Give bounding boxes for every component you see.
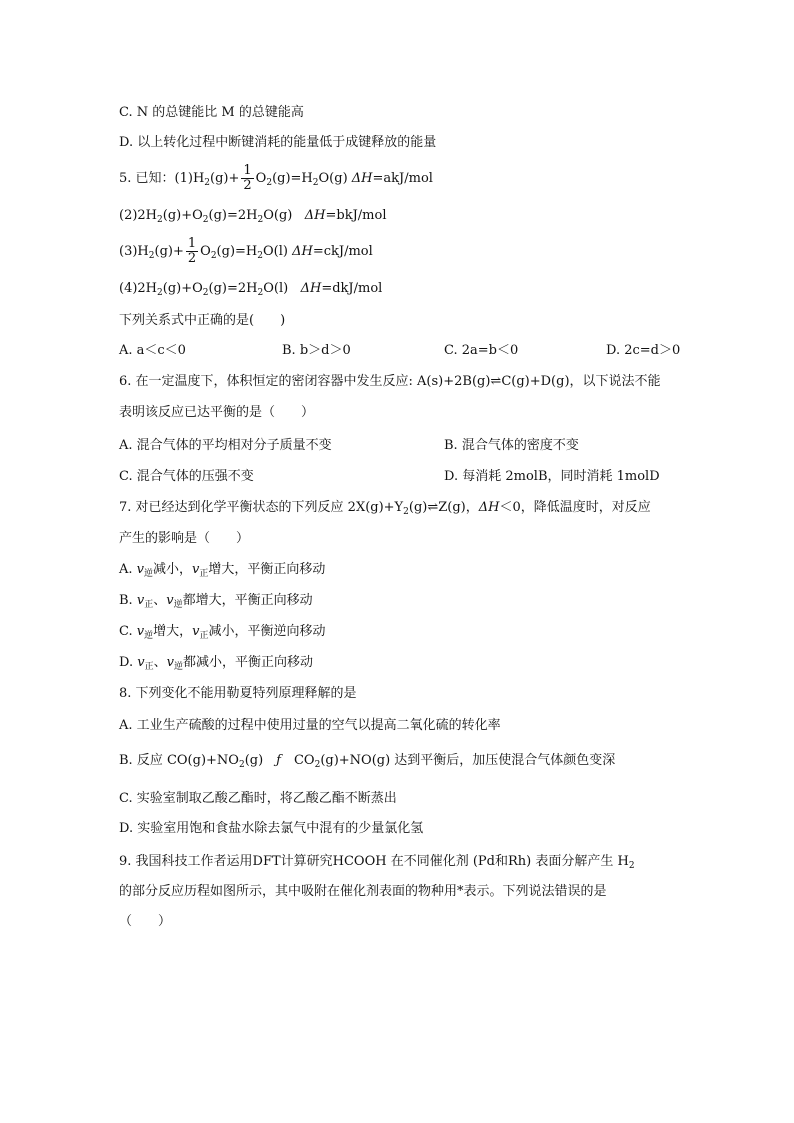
q5-equation-3: $(3)H_2(g)+$ $\frac{1}{2}$ $O_2(g)=H_2O(l)$ ΔH=ckJ/mol <box>119 236 373 266</box>
q5-option-c: C. 2a=b＜0 <box>444 343 519 358</box>
q7-option-a: A. $v_逆$减小，$v_正$增大，平衡正向移动 <box>119 562 326 579</box>
fraction-half: $\frac{1}{2}$ <box>187 236 197 266</box>
q4-option-c: C. N 的总键能比 M 的总键能高 <box>119 105 304 120</box>
q8-option-a: A. 工业生产硫酸的过程中使用过量的空气以提高二氧化硫的转化率 <box>119 718 501 733</box>
q5-equation-4: $(4)2H_2(g)+O_2(g)=2H_2O(l)$ ΔH=dkJ/mol <box>119 281 383 298</box>
q5-stem: 下列关系式中正确的是( ) <box>119 313 286 328</box>
q6-option-a: A. 混合气体的平均相对分子质量不变 <box>119 438 332 453</box>
q8-option-c: C. 实验室制取乙酸乙酯时，将乙酸乙酯不断蒸出 <box>119 791 397 806</box>
fraction-half: $\frac{1}{2}$ <box>243 163 252 193</box>
q5-option-d: D. 2c=d＞0 <box>606 343 681 358</box>
q5-option-a: A. a＜c＜0 <box>119 343 186 358</box>
q8-option-d: D. 实验室用饱和食盐水除去氯气中混有的少量氯化氢 <box>119 821 424 836</box>
q7-option-b: B. $v_正$、$v_逆$都增大，平衡正向移动 <box>119 593 313 610</box>
q8-option-b: B. 反应 $CO(g)+NO_2(g)$ ƒ $CO_2(g)+NO(g)$ 达到平衡后，加压使混合气体颜色变深 <box>119 753 616 770</box>
q9-stem-line-2: 的部分反应历程如图所示，其中吸附在催化剂表面的物种用*表示。下列说法错误的是 <box>119 884 607 899</box>
q7-stem-line-2: 产生的影响是（ ） <box>119 531 250 546</box>
q9-stem-line-3: （ ） <box>119 914 172 929</box>
q6-option-d: D. 每消耗 2molB，同时消耗 1molD <box>444 469 660 484</box>
q5-equation-2: $(2)2H_2(g)+O_2(g)=2H_2O(g)$ ΔH=bkJ/mol <box>119 208 387 225</box>
q7-option-c: C. $v_逆$增大，$v_正$减小，平衡逆向移动 <box>119 624 326 641</box>
q8-stem: 8. 下列变化不能用勒夏特列原理释解的是 <box>119 686 357 701</box>
q5-option-b: B. b＞d＞0 <box>282 343 351 358</box>
q6-option-c: C. 混合气体的压强不变 <box>119 469 254 484</box>
q7-stem-line-1: 7. 对已经达到化学平衡状态的下列反应 $2X(g)+Y_2(g)\rightleftharpoons Z(g)$，ΔH＜0，降低温度时，对反应 <box>119 500 651 517</box>
q6-option-b: B. 混合气体的密度不变 <box>444 438 579 453</box>
q7-option-d: D. $v_正$、$v_逆$都减小，平衡正向移动 <box>119 655 314 672</box>
q5-equation-1: 5. 已知：$(1)H_2(g)+$ $\frac{1}{2}$ $O_2(g)=H_2O(g)$ ΔH=akJ/mol <box>119 163 433 193</box>
q6-stem-line-1: 6. 在一定温度下，体积恒定的密闭容器中发生反应: A(s)+2B(g)⇌C(g)+D(g)，以下说法不能 <box>119 374 661 389</box>
q9-stem-line-1: 9. 我国科技工作者运用DFT计算研究HCOOH 在不同催化剂 (Pd和Rh) 表面分解产生 $H_2$ <box>119 854 635 871</box>
q4-option-d: D. 以上转化过程中断键消耗的能量低于成键释放的能量 <box>119 135 437 150</box>
q6-stem-line-2: 表明该反应已达平衡的是（ ） <box>119 405 315 420</box>
